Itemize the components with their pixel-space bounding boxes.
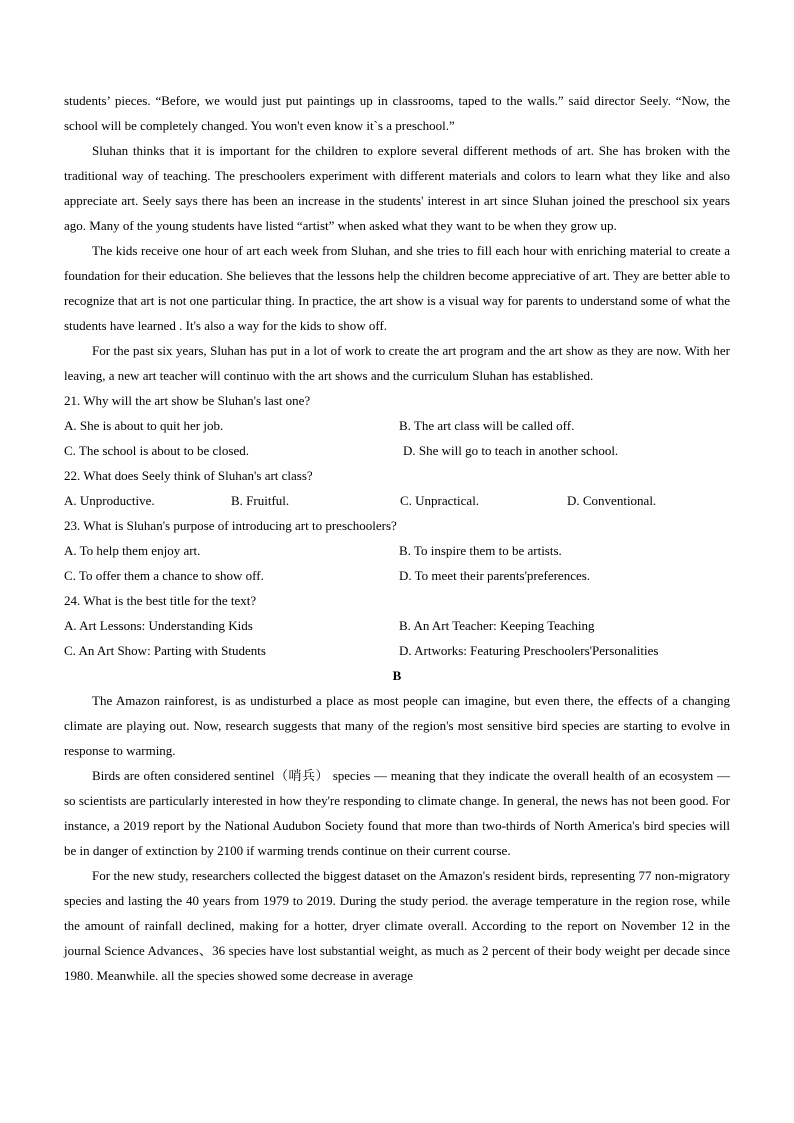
question-22-stem: 22. What does Seely think of Sluhan's art class?: [64, 468, 313, 483]
question-21-stem: 21. Why will the art show be Sluhan's last one?: [64, 393, 311, 408]
question-23-option-b: B. To inspire them to be artists.: [399, 543, 562, 558]
question-22-option-c: C. Unpractical.: [400, 493, 480, 508]
question-23-option-a: A. To help them enjoy art.: [64, 543, 201, 558]
question-22-option-d: D. Conventional.: [567, 493, 657, 508]
exam-page: [64, 88, 730, 988]
question-22-option-b: B. Fruitful.: [231, 493, 290, 508]
question-21-options-row-1: [64, 413, 730, 438]
question-24-option-c: C. An Art Show: Parting with Students: [64, 643, 266, 658]
question-22-options-row: [64, 488, 730, 513]
passage-a-paragraph-4: For the past six years, Sluhan has put in a lot of work to create the art program and the art show as they are now. With her leaving, a new art teacher will continuo with the art shows and the curriculum Sluhan has established.: [64, 343, 730, 383]
question-21-option-d: D. She will go to teach in another school.: [403, 443, 619, 458]
question-23-options-row-2: [64, 563, 730, 588]
question-21-option-b: B. The art class will be called off.: [399, 418, 575, 433]
passage-b-paragraph-2: Birds are often considered sentinel（哨兵） species — meaning that they indicate the overall health of an ecosystem — so scientists are particularly interested in how they're responding to climate change. In general, the news has not been good. For instance, a 2019 report by the National Audubon Society found that more than two-thirds of North America's bird species will be in danger of extinction by 2100 if warming trends continue on their current course.: [64, 768, 730, 858]
passage-b-paragraph-1: The Amazon rainforest, is as undisturbed a place as most people can imagine, but even there, the effects of a changing climate are playing out. Now, research suggests that many of the region's most sensitive bird species are starting to evolve in response to warming.: [64, 693, 730, 758]
question-22-option-a: A. Unproductive.: [64, 493, 155, 508]
question-21-option-c: C. The school is about to be closed.: [64, 443, 249, 458]
passage-b-paragraph-3: For the new study, researchers collected the biggest dataset on the Amazon's resident birds, representing 77 non-migratory species and lasting the 40 years from 1979 to 2019. During the study period. the average temperature in the region rose, while the amount of rainfall declined, making for a hotter, dryer climate overall. According to the report on November 12 in the journal Science Advances、36 species have lost substantial weight, as much as 2 percent of their body weight per decade since 1980. Meanwhile. all the species showed some decrease in average: [64, 868, 730, 983]
question-23-option-c: C. To offer them a chance to show off.: [64, 568, 264, 583]
question-24-option-a: A. Art Lessons: Understanding Kids: [64, 618, 253, 633]
section-heading-b: B: [392, 668, 402, 683]
question-24-option-d: D. Artworks: Featuring Preschoolers'Personalities: [399, 643, 659, 658]
question-23-stem: 23. What is Sluhan's purpose of introducing art to preschoolers?: [64, 518, 397, 533]
question-21-option-a: A. She is about to quit her job.: [64, 418, 224, 433]
passage-a-paragraph-2: Sluhan thinks that it is important for the children to explore several different methods of art. She has broken with the traditional way of teaching. The preschoolers experiment with different materials and colors to learn what they like and also appreciate art. Seely says there has been an increase in the students' interest in art since Sluhan joined the preschool six years ago. Many of the young students have listed “artist” when asked what they want to be when they grow up.: [64, 143, 730, 233]
question-24-options-row-2: [64, 638, 730, 663]
question-23-options-row-1: [64, 538, 730, 563]
question-24-option-b: B. An Art Teacher: Keeping Teaching: [399, 618, 595, 633]
passage-a-paragraph-1: students’ pieces. “Before, we would just put paintings up in classrooms, taped to the walls.” said director Seely. “Now, the school will be completely changed. You won't even know it`s a preschool.”: [64, 93, 730, 133]
question-24-options-row-1: [64, 613, 730, 638]
question-23-option-d: D. To meet their parents'preferences.: [399, 568, 591, 583]
question-21-options-row-2: [64, 438, 730, 463]
passage-a-paragraph-3: The kids receive one hour of art each week from Sluhan, and she tries to fill each hour with enriching material to create a foundation for their education. She believes that the lessons help the children become appreciative of art. They are better able to recognize that art is not one particular thing. In practice, the art show is a visual way for parents to understand some of what the students have learned . It's also a way for the kids to show off.: [64, 243, 730, 333]
question-24-stem: 24. What is the best title for the text?: [64, 593, 257, 608]
